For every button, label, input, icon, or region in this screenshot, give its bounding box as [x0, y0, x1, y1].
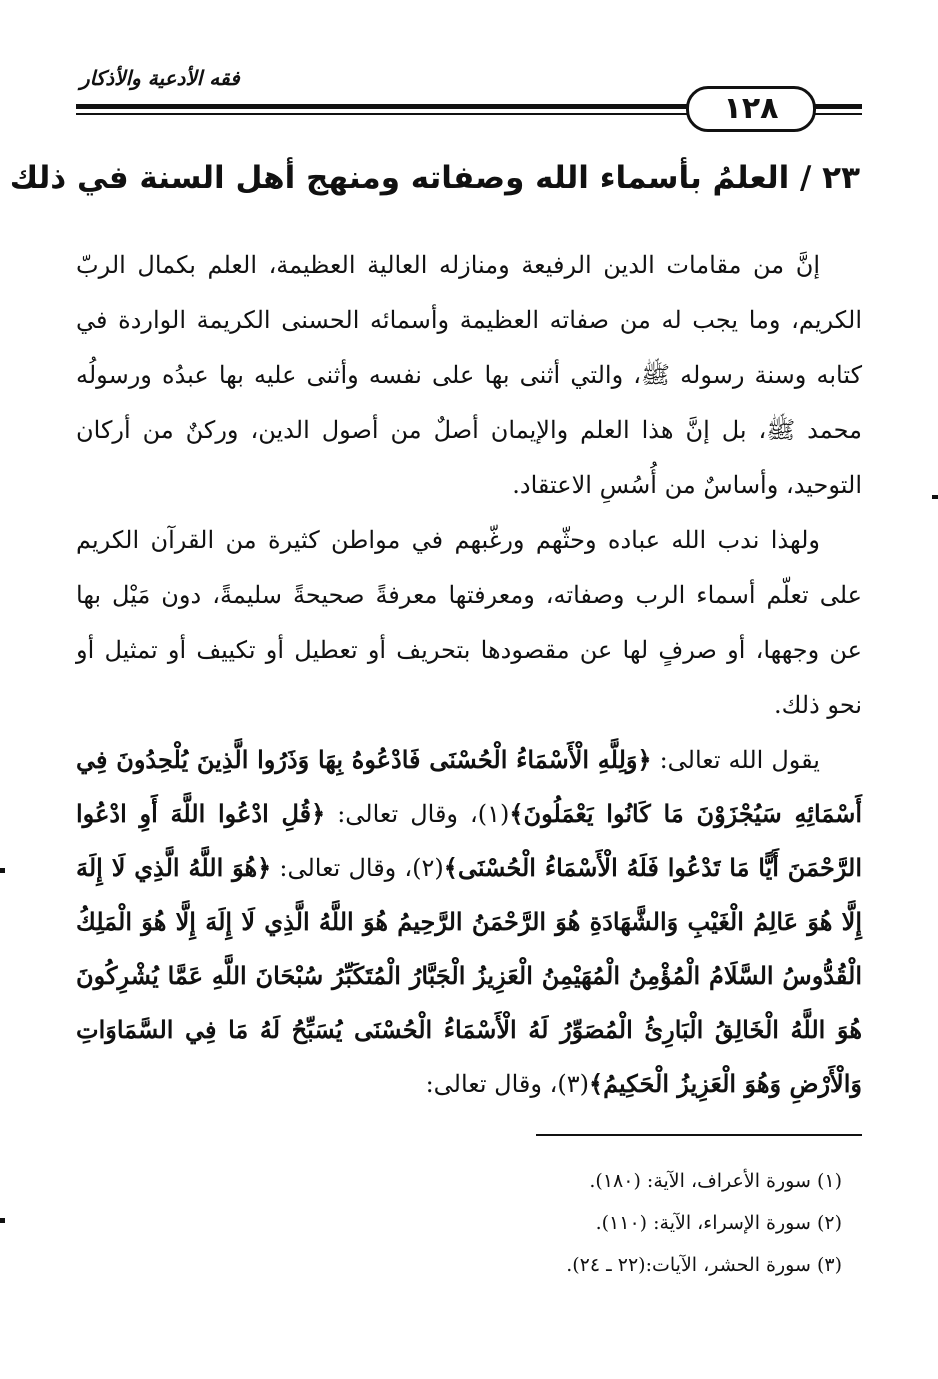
quran-verse: ﴿قُلِ ادْعُوا اللَّهَ أَوِ ادْعُوا الرَّحْمَنَ أَيًّا مَا تَدْعُوا فَلَهُ الْأَسْمَاءُ الْحُسْنَى﴾	[76, 799, 863, 882]
scan-edge-mark	[0, 868, 5, 873]
footnote: (١) سورة الأعراف، الآية: (١٨٠).	[589, 1170, 842, 1192]
quran-verse: ﴿هُوَ اللَّهُ الَّذِي لَا إِلَهَ إِلَّا هُوَ عَالِمُ الْغَيْبِ وَالشَّهَادَةِ هُوَ الرَّحْمَنُ الرَّحِيمُ هُوَ اللَّهُ الَّذِي لَا إِلَهَ إِلَّا هُوَ الْمَلِكُ الْقُدُّوسُ السَّلَامُ الْمُؤْمِنُ الْمُهَيْمِنُ الْعَزِيزُ الْجَبَّارُ الْمُتَكَبِّرُ سُبْحَانَ اللَّهِ عَمَّا يُشْرِكُونَ هُوَ اللَّهُ الْخَالِقُ الْبَارِئُ الْمُصَوِّرُ لَهُ الْأَسْمَاءُ الْحُسْنَى يُسَبِّحُ لَهُ مَا فِي السَّمَاوَاتِ وَالْأَرْضِ وَهُوَ الْعَزِيزُ الْحَكِيمُ﴾	[76, 853, 862, 1098]
running-header-title: فقه الأدعية والأذكار	[80, 66, 240, 90]
chapter-title: ٢٣ / العلمُ بأسماء الله وصفاته ومنهج أهل السنة في ذلك	[9, 160, 860, 196]
footnote-separator	[536, 1134, 862, 1136]
quran-verse: ﴿وَلِلَّهِ الْأَسْمَاءُ الْحُسْنَى فَادْعُوهُ بِهَا وَذَرُوا الَّذِينَ يُلْحِدُونَ فِي أَسْمَائِهِ سَيُجْزَوْنَ مَا كَانُوا يَعْمَلُونَ﴾	[76, 745, 862, 828]
paragraph-text: (٣)، وقال تعالى:	[425, 1070, 589, 1098]
page-number: ١٢٨	[686, 86, 816, 132]
scan-edge-mark	[0, 1218, 5, 1223]
body-text	[76, 238, 862, 1111]
paragraph: إنَّ من مقامات الدين الرفيعة ومنازله العالية العظيمة، العلم بكمال الربّ الكريم، وما يجب له من صفاته العظيمة وأسمائه الحسنى الكريمة الواردة في كتابه وسنة رسوله ﷺ، والتي أثنى بها على نفسه وأثنى عليه بها عبدُه ورسولُه محمد ﷺ، بل إنَّ هذا العلم والإيمان أصلٌ من أصول الدين، وركنٌ من أركان التوحيد، وأساسٌ من أُسُسِ الاعتقاد.	[76, 251, 862, 499]
scan-edge-mark	[932, 495, 938, 499]
paragraph-text: يقول الله تعالى:	[651, 746, 820, 774]
paragraph-text: (٢)، وقال تعالى:	[271, 854, 444, 882]
footnote: (٣) سورة الحشر، الآيات:(٢٢ ـ ٢٤).	[566, 1254, 842, 1276]
footnote: (٢) سورة الإسراء، الآية: (١١٠).	[595, 1212, 842, 1234]
paragraph-with-verses	[76, 733, 862, 1111]
paragraph: ولهذا ندب الله عباده وحثّهم ورغّبهم في مواطن كثيرة من القرآن الكريم على تعلّم أسماء الرب وصفاته، ومعرفتها معرفةً صحيحةً سليمةً، دون مَيْل بها عن وجهها، أو صرفٍ لها عن مقصودها بتحريف أو تعطيل أو تكييف أو تمثيل أو نحو ذلك.	[76, 526, 862, 719]
paragraph-text: (١)، وقال تعالى:	[325, 800, 510, 828]
footnotes	[76, 1160, 842, 1286]
